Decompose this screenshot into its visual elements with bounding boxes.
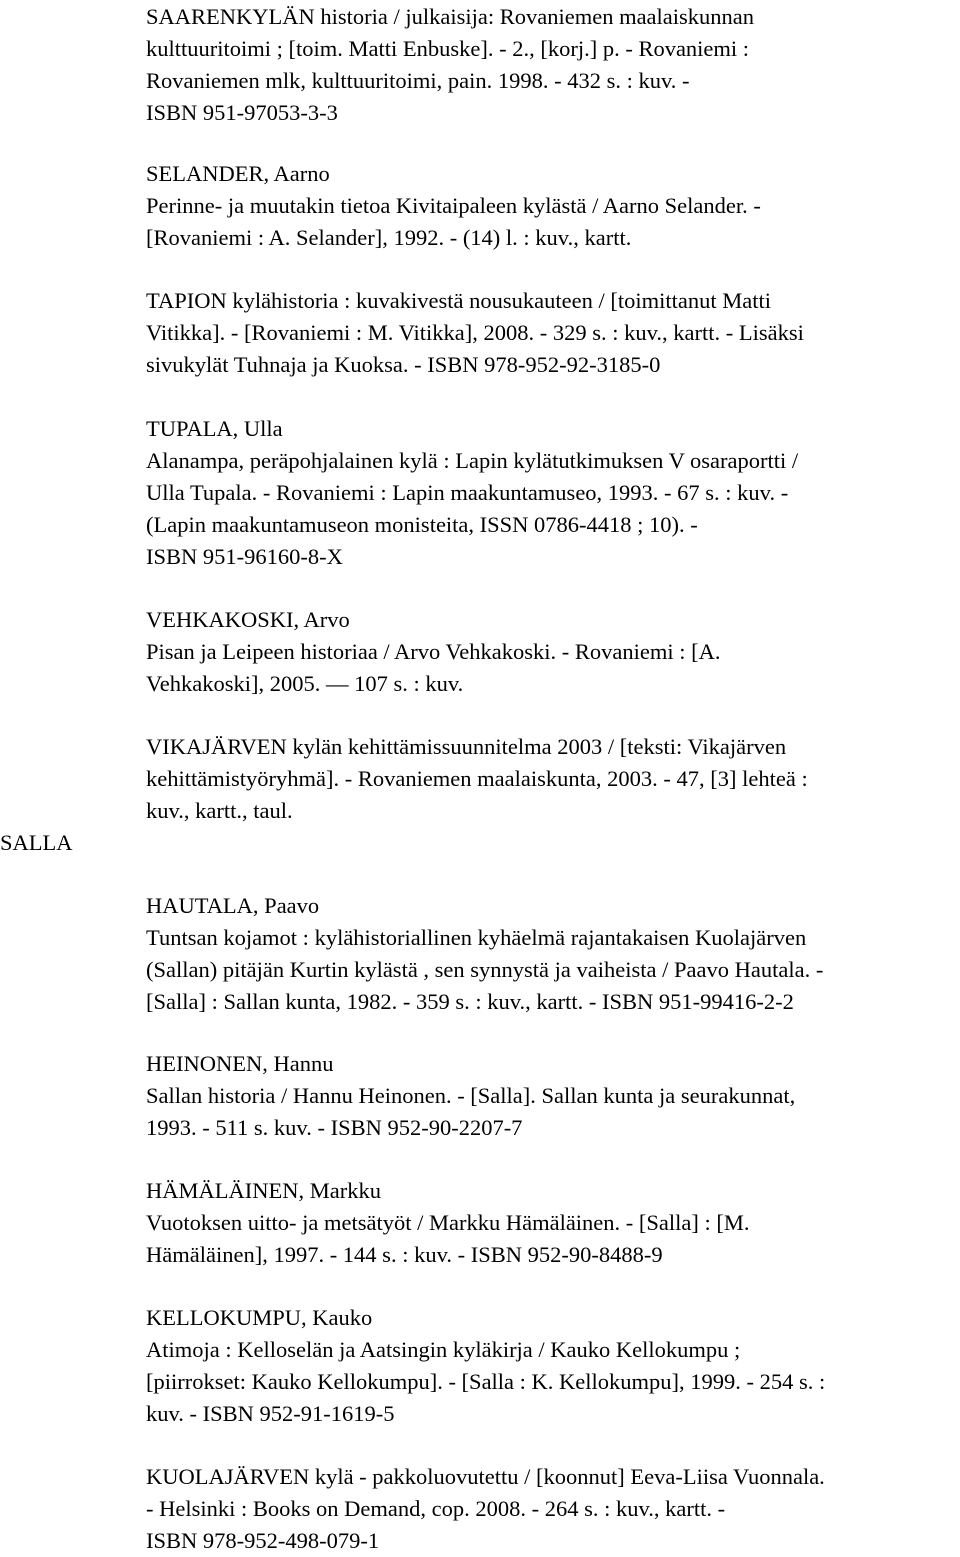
bibliography-entry — [146, 890, 956, 1018]
bibliography-entry — [146, 285, 956, 381]
entry-line: VEHKAKOSKI, Arvo — [146, 607, 350, 632]
entry-line: Hämäläinen], 1997. - 144 s. : kuv. - ISBN 952-90-8488-9 — [146, 1242, 663, 1267]
entry-line: kehittämistyöryhmä]. - Rovaniemen maalaiskunta, 2003. - 47, [3] lehteä : — [146, 766, 808, 791]
entry-line: SELANDER, Aarno — [146, 161, 330, 186]
entry-line: (Sallan) pitäjän Kurtin kylästä , sen synnystä ja vaiheista / Paavo Hautala. - — [146, 957, 824, 982]
bibliography-entry — [146, 413, 956, 573]
entry-line: [Salla] : Sallan kunta, 1982. - 359 s. : kuv., kartt. - ISBN 951-99416-2-2 — [146, 989, 794, 1014]
bibliography-entry — [146, 158, 956, 254]
entry-line: Pisan ja Leipeen historiaa / Arvo Vehkakoski. - Rovaniemi : [A. — [146, 639, 721, 664]
entry-line: HAUTALA, Paavo — [146, 893, 320, 918]
entry-line: Ulla Tupala. - Rovaniemi : Lapin maakuntamuseo, 1993. - 67 s. : kuv. - — [146, 480, 789, 505]
entry-line: (Lapin maakuntamuseon monisteita, ISSN 0786-4418 ; 10). - — [146, 512, 698, 537]
entry-line: VIKAJÄRVEN kylän kehittämissuunnitelma 2003 / [teksti: Vikajärven — [146, 734, 787, 759]
entry-line: Vehkakoski], 2005. — 107 s. : kuv. — [146, 671, 464, 696]
entry-line: HEINONEN, Hannu — [146, 1051, 334, 1076]
entry-line: kuv., kartt., taul. — [146, 798, 293, 823]
entry-line: Vuotoksen uitto- ja metsätyöt / Markku Hämäläinen. - [Salla] : [M. — [146, 1210, 750, 1235]
bibliography-entry — [146, 731, 956, 827]
section-heading-salla: SALLA — [0, 830, 73, 855]
entry-line: sivukylät Tuhnaja ja Kuoksa. - ISBN 978-952-92-3185-0 — [146, 352, 661, 377]
bibliography-entry — [146, 1175, 956, 1271]
entry-line: - Helsinki : Books on Demand, cop. 2008. - 264 s. : kuv., kartt. - — [146, 1496, 726, 1521]
entry-line: [Rovaniemi : A. Selander], 1992. - (14) l. : kuv., kartt. — [146, 225, 632, 250]
entry-line: ISBN 951-97053-3-3 — [146, 100, 338, 125]
bibliography-entry — [146, 1, 956, 129]
entry-line: ISBN 978-952-498-079-1 — [146, 1528, 380, 1553]
entry-line: Alanampa, peräpohjalainen kylä : Lapin kylätutkimuksen V osaraportti / — [146, 448, 799, 473]
entry-line: Atimoja : Kelloselän ja Aatsingin kyläkirja / Kauko Kellokumpu ; — [146, 1337, 741, 1362]
entry-line: SAARENKYLÄN historia / julkaisija: Rovaniemen maalaiskunnan — [146, 4, 755, 29]
entry-line: Vitikka]. - [Rovaniemi : M. Vitikka], 2008. - 329 s. : kuv., kartt. - Lisäksi — [146, 320, 804, 345]
entry-line: KELLOKUMPU, Kauko — [146, 1305, 373, 1330]
entry-line: [piirrokset: Kauko Kellokumpu]. - [Salla : K. Kellokumpu], 1999. - 254 s. : — [146, 1369, 826, 1394]
entry-line: kulttuuritoimi ; [toim. Matti Enbuske]. - 2., [korj.] p. - Rovaniemi : — [146, 36, 750, 61]
bibliography-entry — [146, 1461, 956, 1557]
entry-line: KUOLAJÄRVEN kylä - pakkoluovutettu / [koonnut] Eeva-Liisa Vuonnala. — [146, 1464, 825, 1489]
entry-line: TAPION kylähistoria : kuvakivestä nousukauteen / [toimittanut Matti — [146, 288, 771, 313]
bibliography-entry — [146, 1302, 956, 1430]
entry-line: Rovaniemen mlk, kulttuuritoimi, pain. 1998. - 432 s. : kuv. - — [146, 68, 690, 93]
bibliography-entry — [146, 604, 956, 700]
entry-line: Tuntsan kojamot : kylähistoriallinen kyhäelmä rajantakaisen Kuolajärven — [146, 925, 807, 950]
entry-line: Sallan historia / Hannu Heinonen. - [Salla]. Sallan kunta ja seurakunnat, — [146, 1083, 796, 1108]
entry-line: 1993. - 511 s. kuv. - ISBN 952-90-2207-7 — [146, 1115, 523, 1140]
entry-line: Perinne- ja muutakin tietoa Kivitaipaleen kylästä / Aarno Selander. - — [146, 193, 761, 218]
entry-line: HÄMÄLÄINEN, Markku — [146, 1178, 381, 1203]
bibliography-entry — [146, 1048, 956, 1144]
entry-line: ISBN 951-96160-8-X — [146, 544, 343, 569]
entry-line: kuv. - ISBN 952-91-1619-5 — [146, 1401, 395, 1426]
entry-line: TUPALA, Ulla — [146, 416, 283, 441]
